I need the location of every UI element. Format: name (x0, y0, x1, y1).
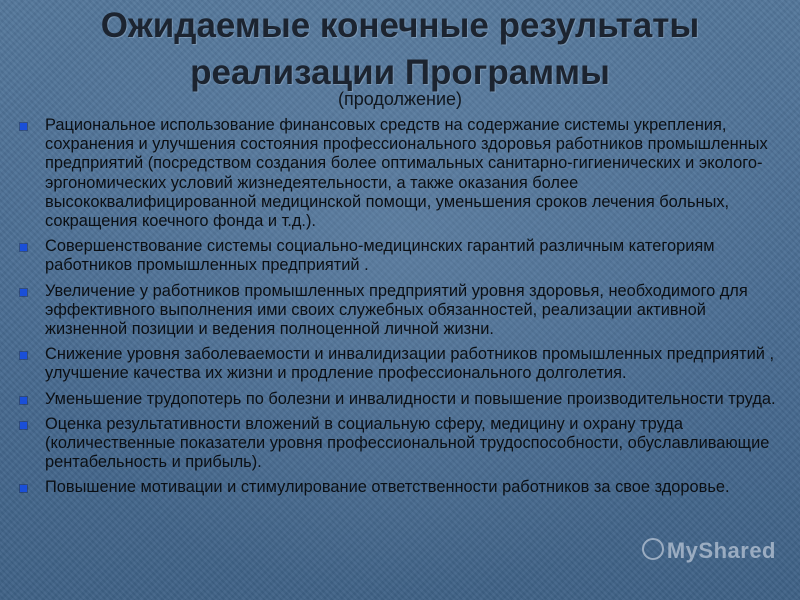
bullet-item (20, 237, 788, 275)
bullet-text: Уменьшение трудопотерь по болезни и инвалидности и повышение производительности труда. (45, 389, 776, 408)
square-bullet-icon (20, 289, 27, 296)
watermark (642, 538, 776, 564)
bullet-text: Рациональное использование финансовых средств на содержание системы укрепления, сохранения и улучшения состояния профессионального здоровья работников промышленных предприятий (посредством создания более оптимальных санитарно-гигиенических и эколого-эргономических условий жизнедеятельности, а также оказания более высококвалифицированной медицинской помощи, уменьшения сроков лечения больных, сокращения коечного фонда и т.д.). (45, 116, 768, 231)
square-bullet-icon (20, 485, 27, 492)
bullet-item (20, 345, 788, 383)
bullet-text: Снижение уровня заболеваемости и инвалидизации работников промышленных предприятий , улучшение качества их жизни и продление профессионального долголетия. (45, 345, 775, 383)
bullet-list (20, 116, 788, 504)
watermark-text: MyShared (666, 538, 776, 563)
slide-subtitle: (продолжение) (337, 89, 463, 109)
bullet-text: Совершенствование системы социально-медицинских гарантий различным категориям работников промышленных предприятий . (45, 237, 715, 275)
slide-title (0, 2, 800, 96)
square-bullet-icon (20, 352, 27, 359)
square-bullet-icon (20, 397, 27, 404)
title-line-1: Ожидаемые конечные результаты (100, 6, 700, 45)
square-bullet-icon (20, 244, 27, 251)
square-bullet-icon (20, 422, 27, 429)
title-line-2: реализации Программы (190, 53, 610, 92)
bullet-item (20, 116, 788, 231)
bullet-text: Оценка результативности вложений в социальную сферу, медицину и охрану труда (количественные показатели уровня профессиональной трудоспособности, обуславливающие рентабельность и прибыль). (45, 414, 770, 472)
bullet-item (20, 478, 788, 497)
bullet-text: Повышение мотивации и стимулирование ответственности работников за свое здоровье. (45, 478, 730, 497)
bullet-item (20, 390, 788, 409)
square-bullet-icon (20, 123, 27, 130)
bullet-item (20, 415, 788, 473)
bullet-text: Увеличение у работников промышленных предприятий уровня здоровья, необходимого для эффективного выполнения ими своих служебных обязанностей, реализации активной жизненной позиции и ведения полноценной личной жизни. (45, 281, 748, 339)
bullet-item (20, 282, 788, 340)
watermark-logo-icon (642, 538, 664, 560)
